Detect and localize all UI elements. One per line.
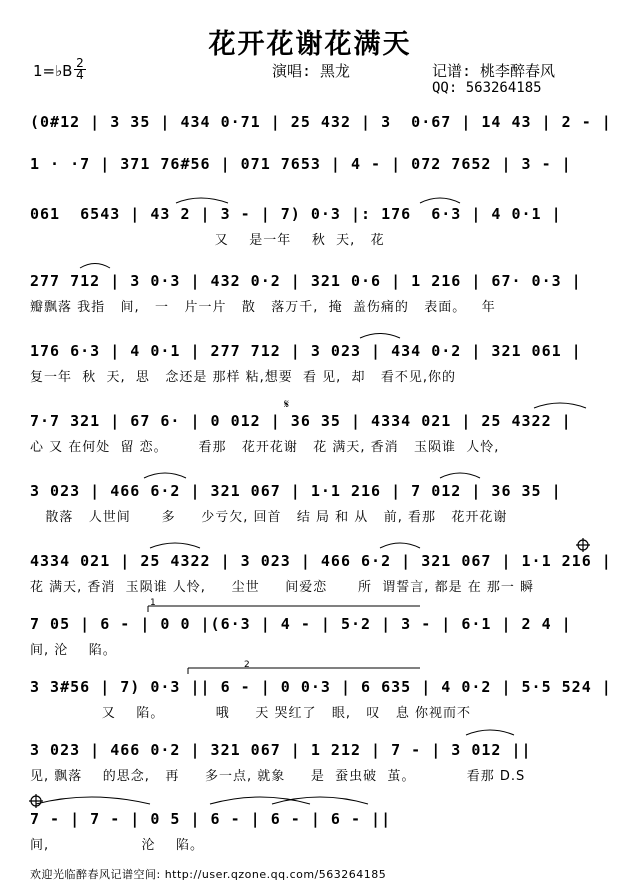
footer-link-text: 欢迎光临醉春风记谱空间: http://user.qzone.qq.com/563264185 (30, 868, 387, 881)
slur-mark (534, 403, 586, 408)
volta-bracket-first (148, 606, 420, 612)
lyric-line: 复一年 秋 天, 思 念还是 那样 粘,想要 看 见, 却 看不见,你的 (30, 370, 457, 385)
lyric-line: 间, 沦 陷。 (30, 838, 205, 853)
slur-mark (466, 730, 514, 735)
transcriber-credit: 记谱: 桃李醉春风 (432, 62, 556, 80)
lyric-line: 见, 飘落 的思念, 再 多一点, 就象 是 蚕虫破 茧。 看那 D.S (30, 769, 526, 784)
time-signature-bottom: 4 (74, 69, 86, 81)
volta-number-second: 2 (244, 660, 250, 670)
notes-line: 7·7 321 | 67 6· | 0 012 | 36 35 | 4334 021 | 25 4322 | (30, 412, 572, 430)
notes-line: 7 - | 7 - | 0 5 | 6 - | 6 - | 6 - || (30, 810, 392, 828)
slur-mark (144, 473, 186, 478)
tie-mark (272, 797, 368, 804)
notes-line: 4334 021 | 25 4322 | 3 023 | 466 6·2 | 321 067 | 1·1 216 | (30, 552, 612, 570)
slur-mark (420, 198, 460, 203)
volta-bracket-second (188, 668, 420, 674)
lyric-line: 散落 人世间 多 少亏欠, 回首 结 局 和 从 前, 看那 花开花谢 (30, 510, 508, 525)
key-signature: 1=♭B (33, 62, 73, 80)
coda-sign (576, 538, 590, 552)
segno-sign (284, 397, 289, 411)
volta-number-first: 1 (150, 598, 156, 608)
coda-sign (29, 794, 43, 808)
notes-line: (0#12 | 3 35 | 434 0·71 | 25 432 | 3 0·67 | 14 43 | 2 - | (30, 113, 612, 131)
svg-text:𝄋: 𝄋 (284, 397, 290, 411)
tie-mark (36, 797, 150, 804)
time-signature-top: 2 (76, 56, 84, 70)
lyric-line: 间, 沦 陷。 (30, 643, 117, 658)
slur-mark (360, 334, 400, 339)
tie-mark (210, 797, 310, 804)
notes-line: 176 6·3 | 4 0·1 | 277 712 | 3 023 | 434 0·2 | 321 061 | (30, 342, 582, 360)
slur-mark (176, 198, 228, 203)
slur-mark (80, 264, 110, 269)
slur-mark (440, 473, 480, 478)
slur-mark (150, 543, 200, 548)
notes-line: 7 05 | 6 - | 0 0 |(6·3 | 4 - | 5·2 | 3 - | 6·1 | 2 4 | (30, 615, 572, 633)
song-title: 花开花谢花满天 (208, 29, 412, 60)
notes-line: 277 712 | 3 0·3 | 432 0·2 | 321 0·6 | 1 216 | 67· 0·3 | (30, 272, 582, 290)
notes-line: 3 023 | 466 0·2 | 321 067 | 1 212 | 7 - | 3 012 || (30, 741, 532, 759)
notes-line: 061 6543 | 43 2 | 3 - | 7) 0·3 |: 176 6·3 | 4 0·1 | (30, 205, 562, 223)
singer-credit: 演唱: 黑龙 (272, 62, 351, 80)
lyric-line: 花 满天, 香消 玉陨谁 人怜, 尘世 间爱恋 所 谓誓言, 都是 在 那一 瞬 (30, 580, 534, 595)
lyric-line: 又 是一年 秋 天, 花 (30, 233, 385, 248)
lyric-line: 瓣飘落 我指 间, 一 片一片 散 落万千, 掩 盖伤痛的 表面。 年 (30, 300, 496, 315)
notes-line: 1 · ·7 | 371 76#56 | 071 7653 | 4 - | 072 7652 | 3 - | (30, 155, 572, 173)
lyric-line: 心 又 在何处 留 恋。 看那 花开花谢 花 满天, 香消 玉陨谁 人怜, (30, 440, 500, 455)
qq-contact: QQ: 563264185 (432, 80, 542, 96)
lyric-line: 又 陷。 哦 天 哭红了 眼, 叹 息 你视而不 (30, 706, 471, 721)
notes-line: 3 023 | 466 6·2 | 321 067 | 1·1 216 | 7 012 | 36 35 | (30, 482, 562, 500)
notes-line: 3 3#56 | 7) 0·3 || 6 - | 0 0·3 | 6 635 | 4 0·2 | 5·5 524 | (30, 678, 612, 696)
slur-mark (380, 543, 420, 548)
